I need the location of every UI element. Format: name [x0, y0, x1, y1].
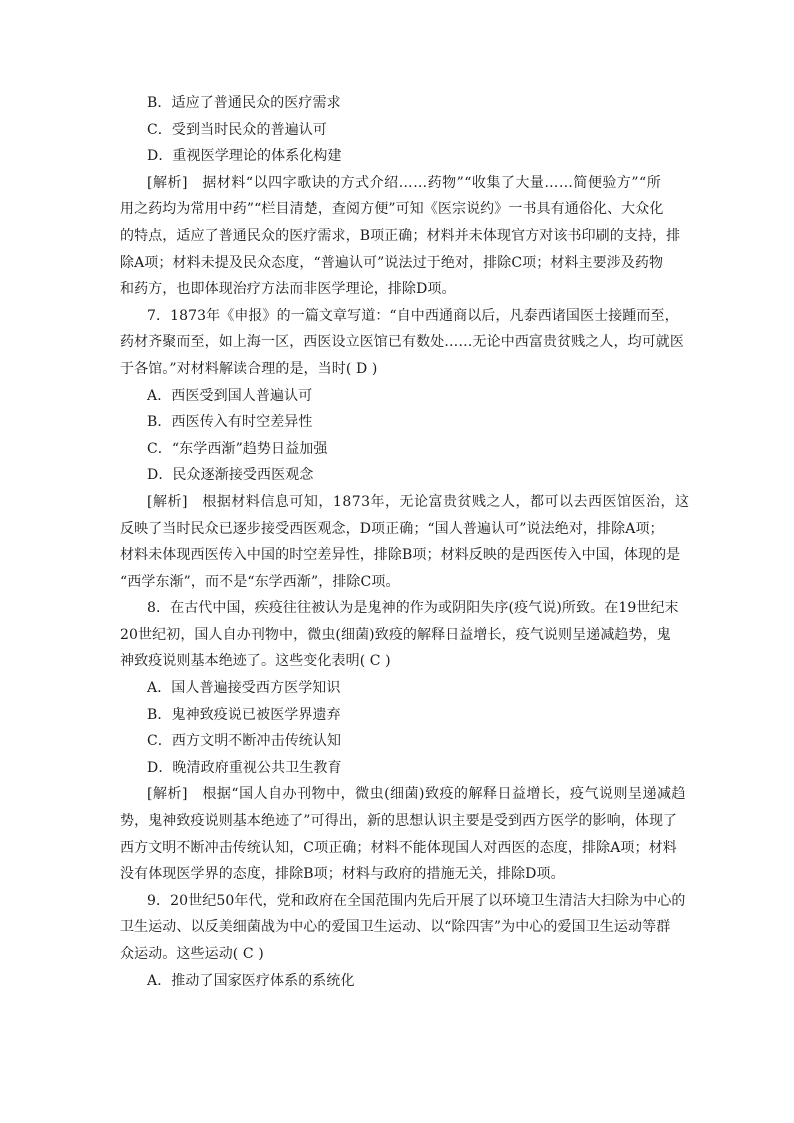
q9-stem-line: 众运动。这些运动( C ) [120, 946, 264, 962]
q9-stem-line: 卫生运动、以反美细菌战为中心的爱国卫生运动、以“除四害”为中心的爱国卫生运动等群 [120, 919, 671, 936]
q7-analysis-line: 材料未体现西医传入中国的时空差异性，排除B项；材料反映的是西医传入中国，体现的是 [120, 547, 681, 564]
q8-analysis-line: 没有体现医学界的态度，排除B项；材料与政府的措施无关，排除D项。 [120, 866, 565, 883]
q8-option-d: D．晚清政府重视公共卫生教育 [147, 759, 342, 776]
q6-option-c: C．受到当时民众的普遍认可 [147, 121, 328, 138]
q9-stem [120, 888, 686, 968]
q7-analysis [120, 489, 690, 595]
q8-analysis [120, 781, 687, 887]
q8-analysis-line: 势，鬼神致疫说则基本绝迹了”可得出，新的思想认识主要是受到西方医学的影响，体现了 [120, 813, 678, 830]
q8-options [120, 675, 680, 781]
q6-analysis-line: 除A项；材料未提及民众态度，“普遍认可”说法过于绝对，排除C项；材料主要涉及药物 [120, 254, 664, 271]
q9-options [120, 968, 680, 995]
q6-option-d: D．重视医学理论的体系化构建 [147, 148, 342, 165]
q7-stem-line: 于各馆。”对材料解读合理的是，当时( D ) [120, 360, 378, 377]
q6-options [120, 90, 680, 170]
q7-analysis-line: [解析] 根据材料信息可知，1873年，无论富贵贫贱之人，都可以去西医馆医治，这 [147, 493, 690, 510]
q8-analysis-line: 西方文明不断冲击传统认知，C项正确；材料不能体现国人对西医的态度，排除A项；材料 [120, 839, 677, 856]
q7-option-a: A．西医受到国人普遍认可 [147, 387, 313, 404]
q7-analysis-line: “西学东渐”，而不是“东学西渐”，排除C项。 [120, 573, 400, 590]
document-page [120, 90, 690, 994]
q8-stem-line: 8．在古代中国，疾疫往往被认为是鬼神的作为或阴阳失序(疫气说)所致。在19世纪末 [147, 600, 679, 617]
q7-option-d: D．民众逐渐接受西医观念 [147, 467, 314, 484]
q7-option-c: C．“东学西渐”趋势日益加强 [147, 440, 328, 457]
q8-option-c: C．西方文明不断冲击传统认知 [147, 733, 342, 750]
q7-options [120, 383, 680, 489]
q7-stem-line: 药材齐聚而至，如上海一区，西医设立医馆已有数处……无论中西富贵贫贱之人，均可就医 [120, 334, 684, 351]
q7-stem [120, 303, 684, 383]
q6-option-b: B．适应了普通民众的医疗需求 [147, 95, 341, 111]
q8-stem [120, 595, 680, 675]
q6-analysis [120, 170, 680, 303]
q8-stem-line: 20世纪初，国人自办刊物中，微虫(细菌)致疫的解释日益增长，疫气说则呈递减趋势，鬼 [120, 626, 671, 643]
q9-stem-line: 9．20世纪50年代，党和政府在全国范围内先后开展了以环境卫生清洁大扫除为中心的 [147, 892, 686, 909]
q7-stem-line: 7．1873年《申报》的一篇文章写道：“自中西通商以后，凡泰西诸国医士接踵而至， [147, 307, 679, 324]
q7-option-b: B．西医传入有时空差异性 [147, 414, 313, 431]
q8-stem-line: 神致疫说则基本绝迹了。这些变化表明( C ) [120, 653, 391, 670]
q6-analysis-line: 和药方，也即体现治疗方法而非医学理论，排除D项。 [120, 281, 456, 298]
q6-analysis-line: 用之药均为常用中药”“栏目清楚，查阅方便”可知《医宗说约》一书具有通俗化、大众化 [120, 201, 664, 218]
q9-option-a: A．推动了国家医疗体系的系统化 [147, 972, 355, 989]
q8-option-a: A．国人普遍接受西方医学知识 [147, 680, 341, 697]
q7-analysis-line: 反映了当时民众已逐步接受西医观念，D项正确；“国人普遍认可”说法绝对，排除A项； [120, 520, 664, 537]
q6-analysis-line: [解析] 据材料“以四字歌诀的方式介绍……药物”“收集了大量……简便验方”“所 [147, 174, 662, 191]
q6-analysis-line: 的特点，适应了普通民众的医疗需求，B项正确；材料并未体现官方对该书印刷的支持，排 [120, 227, 681, 244]
q8-option-b: B．鬼神致疫说已被医学界遗弃 [147, 706, 341, 723]
q8-analysis-line: [解析] 根据“国人自办刊物中，微虫(细菌)致疫的解释日益增长，疫气说则呈递减趋 [147, 786, 687, 803]
